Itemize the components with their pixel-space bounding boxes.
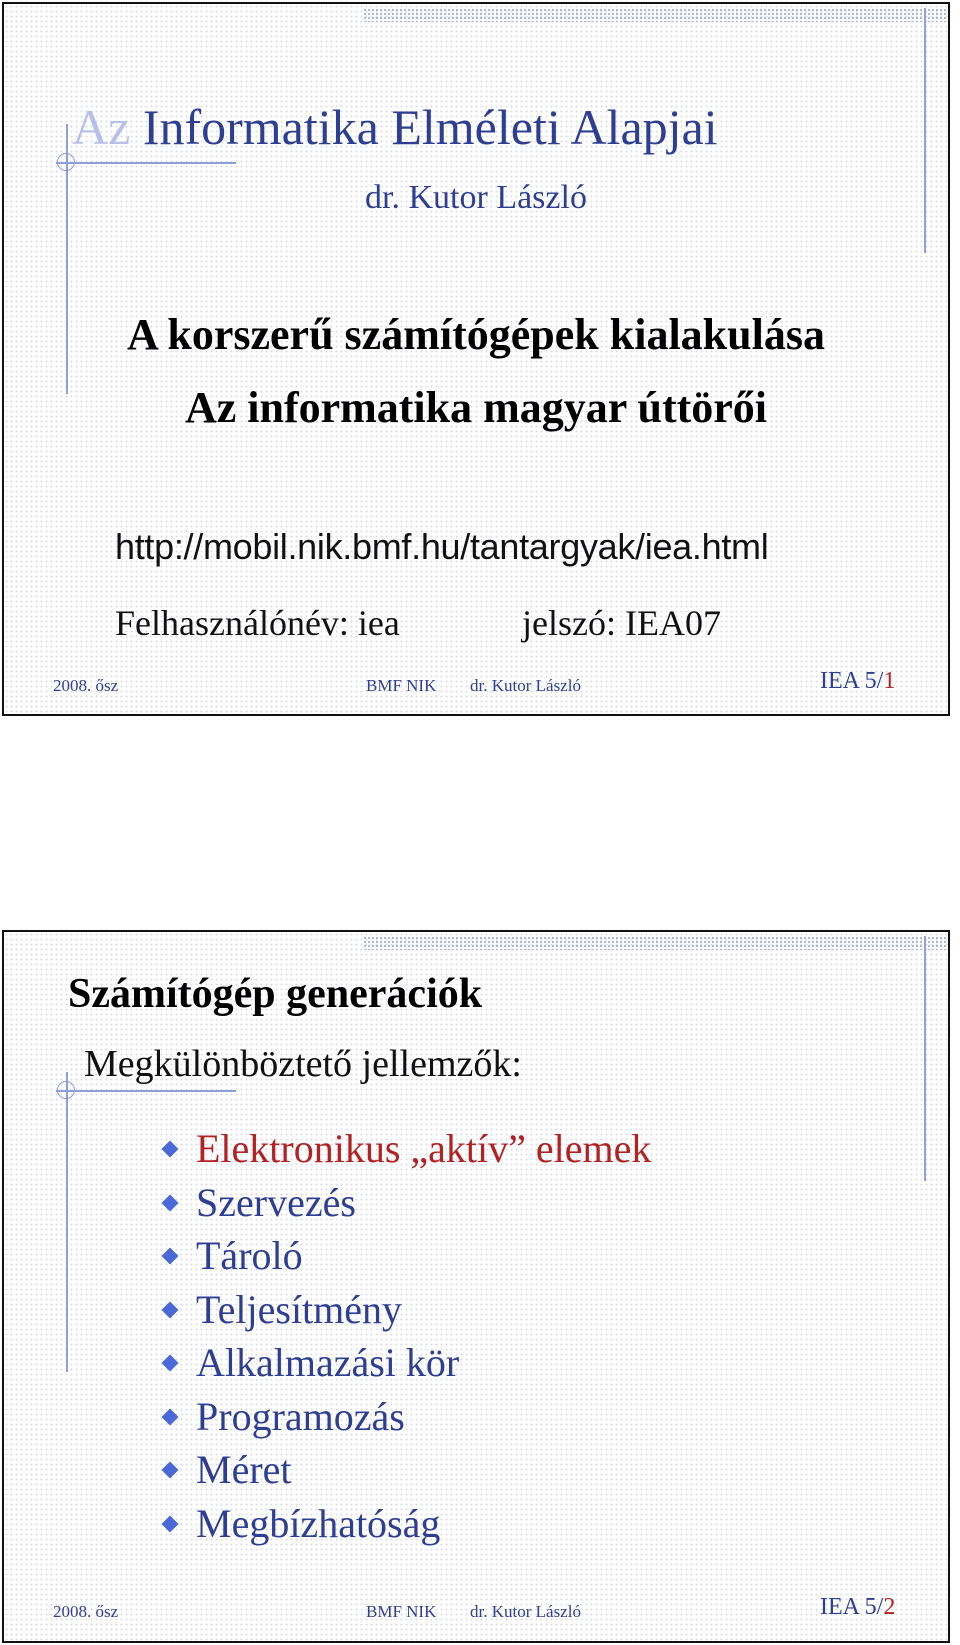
list-item-text: Programozás (196, 1393, 405, 1439)
decor-horizontal-line (56, 1090, 236, 1092)
subtitle-1: A korszerű számítógépek kialakulása (127, 310, 825, 359)
decor-horizontal-line (56, 162, 236, 164)
footer-author: dr. Kutor László (470, 1602, 581, 1621)
footer-author: dr. Kutor László (470, 676, 581, 695)
page-number (820, 1594, 895, 1621)
page-prefix: IEA 5/ (820, 668, 884, 694)
slide-2 (2, 930, 950, 1643)
list-item (162, 1497, 651, 1551)
diamond-bullet-icon (162, 1301, 179, 1318)
list-item-text: Méret (196, 1447, 292, 1492)
slide-title: Számítógép generációk (68, 971, 483, 1017)
list-item-text: Elektronikus „aktív” elemek (196, 1126, 652, 1171)
list-item-text: Teljesítmény (196, 1286, 403, 1332)
diamond-bullet-icon (162, 1194, 179, 1211)
username-label: Felhasználónév: iea (115, 603, 400, 643)
list-item (162, 1336, 651, 1390)
list-item (162, 1443, 651, 1497)
page-number-value: 1 (883, 668, 896, 694)
diamond-bullet-icon (162, 1408, 179, 1425)
list-item (162, 1229, 651, 1283)
slide-title (72, 98, 718, 156)
dotted-band (363, 936, 948, 950)
footer-org: BMF NIK (366, 1602, 437, 1621)
title-rest: Informatika Elméleti Alapjai (130, 99, 718, 155)
list-item-text: Szervezés (196, 1179, 356, 1225)
diamond-bullet-icon (162, 1248, 179, 1265)
title-prefix: Az (72, 99, 131, 155)
diamond-bullet-icon (162, 1515, 179, 1532)
footer-org: BMF NIK (366, 676, 437, 695)
slide-1 (2, 2, 950, 716)
footer-date: 2008. ősz (53, 676, 119, 695)
footer-date: 2008. ősz (53, 1602, 119, 1621)
list-item (162, 1283, 651, 1337)
list-item-text: Tároló (196, 1233, 303, 1278)
list-item (162, 1176, 651, 1230)
list-item-text: Megbízhatóság (196, 1500, 441, 1546)
password-label: jelszó: IEA07 (522, 603, 721, 643)
subtitle-2: Az informatika magyar úttörői (184, 383, 768, 432)
list-item-text: Alkalmazási kör (196, 1340, 460, 1385)
course-url[interactable]: http://mobil.nik.bmf.hu/tantargyak/iea.html (115, 526, 769, 567)
diamond-bullet-icon (162, 1355, 179, 1372)
decor-vertical-line (66, 1072, 68, 1372)
slide-subtitle: Megkülönböztető jellemzők: (84, 1043, 522, 1085)
page-number (820, 668, 895, 695)
feature-list (162, 1122, 651, 1550)
crosshair-circle (57, 1081, 75, 1099)
list-item (162, 1122, 651, 1176)
list-item (162, 1390, 651, 1444)
dotted-band (363, 8, 948, 22)
diamond-bullet-icon (162, 1462, 179, 1479)
page-prefix: IEA 5/ (820, 1594, 884, 1620)
diamond-bullet-icon (162, 1141, 179, 1158)
page-number-value: 2 (883, 1594, 896, 1620)
decor-right-line (924, 936, 926, 1181)
author-name: dr. Kutor László (365, 179, 587, 216)
